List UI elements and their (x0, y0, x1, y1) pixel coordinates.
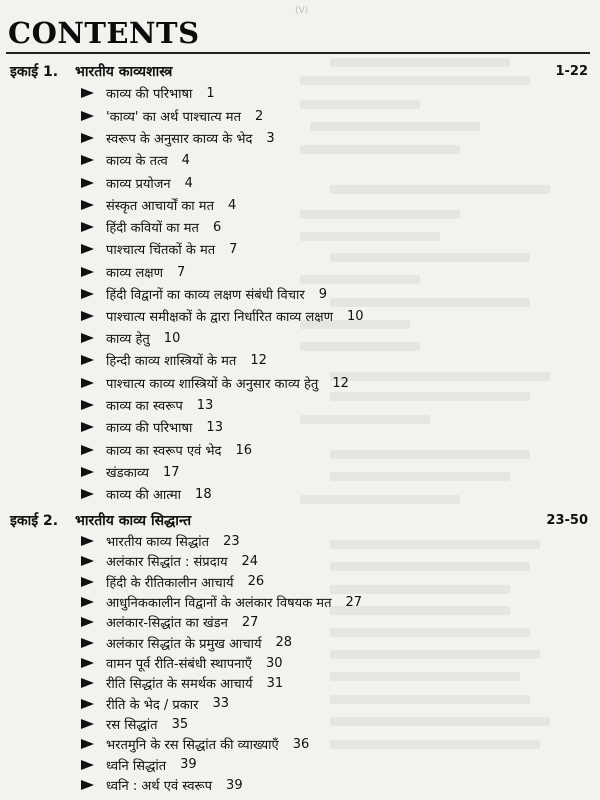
arrow-bullet-icon (81, 400, 94, 410)
arrow-bullet-icon (81, 597, 94, 607)
entry-title: काव्य की परिभाषा (106, 421, 193, 436)
toc-entry (81, 573, 264, 591)
entry-title: अलंकार सिद्धांत : संप्रदाय (106, 555, 228, 571)
entry-title: अलंकार-सिद्धांत का खंडन (106, 616, 228, 632)
entry-page: 18 (195, 486, 212, 502)
entry-title: हिंदी विद्वानों का काव्य लक्षण संबंधी विचार (106, 288, 305, 303)
arrow-bullet-icon (81, 617, 94, 627)
arrow-bullet-icon (81, 638, 94, 648)
entry-title: काव्य हेतु (106, 332, 150, 347)
toc-entry (81, 532, 240, 550)
entry-title: रीति सिद्धांत के समर्थक आचार्य (106, 677, 253, 693)
arrow-bullet-icon (81, 311, 94, 321)
toc-entry (81, 396, 213, 414)
arrow-bullet-icon (81, 658, 94, 668)
entry-title: काव्य लक्षण (106, 266, 164, 281)
arrow-bullet-icon (81, 333, 94, 343)
entry-title: हिन्दी काव्य शास्त्रियों के मत (106, 354, 237, 369)
toc-entry (81, 552, 258, 570)
entry-title: हिंदी कवियों का मत (106, 221, 199, 236)
entry-page: 2 (255, 108, 264, 124)
entry-title: अलंकार सिद्धांत के प्रमुख आचार्य (106, 636, 262, 652)
entry-page: 1 (206, 85, 215, 101)
arrow-bullet-icon (81, 678, 94, 688)
entry-title: काव्य की आत्मा (106, 488, 182, 503)
entry-page: 31 (266, 675, 284, 691)
entry-title: रस सिद्धांत (106, 718, 158, 733)
entry-title: खंडकाव्य (106, 466, 149, 481)
unit-page-range: 1-22 (555, 64, 588, 79)
entry-title: वामन पूर्व रीति-संबंधी स्थापनाएँ (106, 657, 252, 672)
entry-page: 7 (177, 264, 186, 280)
entry-page: 4 (184, 175, 193, 191)
entry-title: पाश्चात्य समीक्षकों के द्वारा निर्धारित काव्य लक्षण (106, 310, 334, 325)
entry-title: ध्वनि सिद्धांत (106, 758, 167, 774)
toc-entry (81, 329, 180, 347)
toc-entry (81, 634, 292, 652)
toc-entry (81, 654, 283, 672)
entry-title: काव्य के तत्व (106, 154, 168, 169)
entry-page: 24 (241, 553, 259, 569)
arrow-bullet-icon (81, 133, 94, 143)
arrow-bullet-icon (81, 355, 94, 365)
entry-title: काव्य की परिभाषा (106, 87, 193, 102)
toc-entry (81, 107, 263, 125)
entry-page: 23 (223, 533, 240, 549)
arrow-bullet-icon (81, 739, 94, 749)
arrow-bullet-icon (81, 155, 94, 165)
toc-entry (81, 151, 190, 169)
entry-title: काव्य का स्वरूप (106, 399, 183, 414)
arrow-bullet-icon (81, 467, 94, 477)
entry-page: 12 (250, 352, 267, 368)
arrow-bullet-icon (81, 267, 94, 277)
toc-entry (81, 674, 283, 692)
toc-entry (81, 84, 215, 102)
unit-title: भारतीय काव्य सिद्धान्त (75, 513, 192, 529)
arrow-bullet-icon (81, 222, 94, 232)
entry-title: काव्य प्रयोजन (106, 177, 171, 192)
toc-entry (81, 441, 252, 459)
arrow-bullet-icon (81, 111, 94, 121)
entry-page: 12 (332, 375, 349, 391)
entry-page: 27 (345, 594, 363, 610)
entry-page: 27 (241, 614, 259, 630)
toc-entry (81, 485, 212, 503)
entry-page: 10 (163, 330, 181, 346)
entry-page: 9 (318, 286, 327, 302)
arrow-bullet-icon (81, 699, 94, 709)
unit-title: भारतीय काव्यशास्त्र (75, 64, 173, 80)
entry-title: आधुनिककालीन विद्वानों के अलंकार विषयक मत (106, 596, 332, 611)
entry-title: पाश्चात्य काव्य शास्त्रियों के अनुसार काव्य हेतु (106, 377, 319, 392)
toc-entry (81, 463, 179, 481)
arrow-bullet-icon (81, 88, 94, 98)
arrow-bullet-icon (81, 200, 94, 210)
toc-entry (81, 593, 362, 611)
toc-entry (81, 129, 275, 147)
arrow-bullet-icon (81, 445, 94, 455)
entry-title: रीति के भेद / प्रकार (106, 697, 199, 713)
toc-entry (81, 776, 243, 794)
entry-title: संस्कृत आचार्यों का मत (106, 199, 214, 214)
unit-heading (10, 62, 172, 81)
arrow-bullet-icon (81, 719, 94, 729)
entry-title: काव्य का स्वरूप एवं भेद (106, 444, 222, 459)
entry-page: 26 (247, 574, 265, 590)
entry-title: 'काव्य' का अर्थ पाश्चात्य मत (106, 110, 241, 125)
toc-entry (81, 735, 309, 753)
arrow-bullet-icon (81, 536, 94, 546)
unit-number: इकाई 2. (10, 513, 59, 529)
toc-entry (81, 196, 236, 214)
entry-title: हिंदी के रीतिकालीन आचार्य (106, 575, 234, 591)
arrow-bullet-icon (81, 422, 94, 432)
entry-page: 16 (235, 442, 252, 458)
toc-entry (81, 285, 327, 303)
title-underline (6, 52, 590, 54)
arrow-bullet-icon (81, 378, 94, 388)
entry-page: 3 (266, 130, 275, 146)
toc-entry (81, 307, 364, 325)
entry-page: 39 (226, 777, 243, 793)
entry-page: 17 (162, 464, 180, 480)
entry-page: 30 (265, 655, 283, 671)
arrow-bullet-icon (81, 556, 94, 566)
toc-entry (81, 418, 223, 436)
toc-entry (81, 263, 185, 281)
arrow-bullet-icon (81, 489, 94, 499)
arrow-bullet-icon (81, 780, 94, 790)
unit-heading (10, 511, 191, 530)
toc-entry (81, 374, 349, 392)
arrow-bullet-icon (81, 244, 94, 254)
unit-page-range: 23-50 (546, 513, 588, 528)
arrow-bullet-icon (81, 577, 94, 587)
entry-page: 36 (292, 736, 310, 752)
entry-page: 6 (212, 219, 222, 235)
entry-page: 4 (228, 197, 237, 213)
entry-page: 39 (180, 757, 197, 773)
unit-number: इकाई 1. (10, 64, 59, 80)
entry-page: 13 (196, 397, 214, 413)
entry-page: 10 (347, 308, 364, 324)
toc-entry (81, 174, 193, 192)
page-marker: (V) (295, 6, 309, 16)
toc-entry (81, 613, 258, 631)
toc-entry (81, 756, 197, 774)
toc-entry (81, 218, 221, 236)
arrow-bullet-icon (81, 760, 94, 770)
toc-entry (81, 695, 229, 713)
entry-page: 7 (229, 241, 238, 257)
page-title: CONTENTS (8, 16, 200, 50)
toc-entry (81, 240, 237, 258)
entry-title: भरतमुनि के रस सिद्धांत की व्याख्याएँ (106, 738, 279, 754)
arrow-bullet-icon (81, 178, 94, 188)
arrow-bullet-icon (81, 289, 94, 299)
entry-title: स्वरूप के अनुसार काव्य के भेद (106, 132, 253, 147)
entry-title: पाश्चात्य चिंतकों के मत (106, 243, 216, 258)
entry-title: भारतीय काव्य सिद्धांत (106, 535, 210, 550)
entry-title: ध्वनि : अर्थ एवं स्वरूप (106, 779, 213, 794)
entry-page: 33 (212, 696, 230, 712)
entry-page: 13 (206, 419, 223, 435)
entry-page: 35 (171, 716, 189, 732)
entry-page: 4 (181, 152, 190, 168)
toc-entry (81, 351, 267, 369)
entry-page: 28 (275, 635, 293, 651)
toc-entry (81, 715, 188, 733)
